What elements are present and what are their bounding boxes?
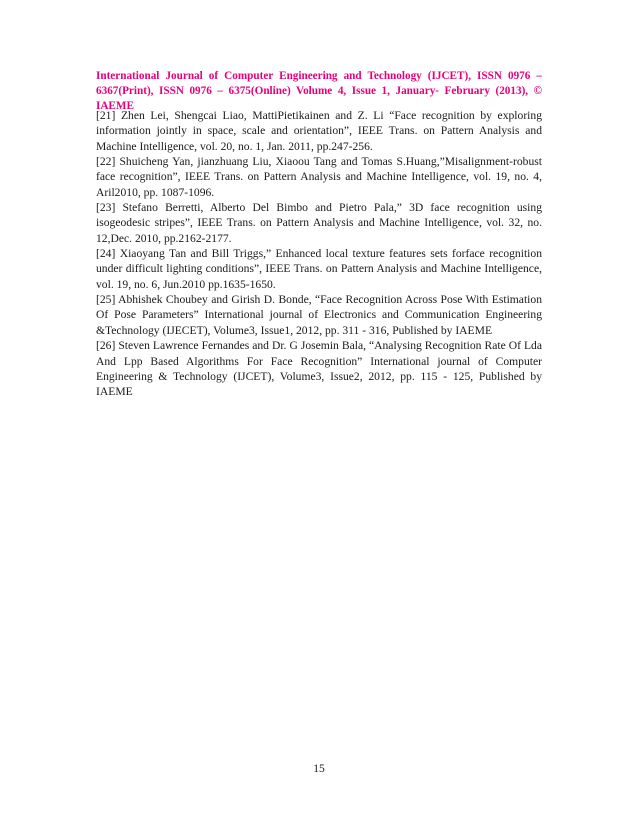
references-list bbox=[96, 108, 542, 400]
reference-23: [23] Stefano Berretti, Alberto Del Bimbo and Pietro Pala,” 3D face recognition using isogeodesic stripes”, IEEE Trans. on Pattern Analysis and Machine Intelligence, vol. 32, no. 12,Dec. 2010, pp.2162-2177. bbox=[96, 201, 542, 245]
reference-24: [24] Xiaoyang Tan and Bill Triggs,” Enhanced local texture features sets forface recognition under difficult lighting conditions”, IEEE Trans. on Pattern Analysis and Machine Intelligence, vol. 19, no. 6, Jun.2010 pp.1635-1650. bbox=[96, 247, 542, 291]
journal-header-line-1: International Journal of Computer Engineering and Technology (IJCET), ISSN 0976 – bbox=[96, 70, 542, 82]
reference-22: [22] Shuicheng Yan, jianzhuang Liu, Xiaoou Tang and Tomas S.Huang,”Misalignment-robust face recognition”, IEEE Trans. on Pattern Analysis and Machine Intelligence, vol. 19, no. 4, Aril2010, pp. 1087-1096. bbox=[96, 155, 542, 199]
reference-25: [25] Abhishek Choubey and Girish D. Bonde, “Face Recognition Across Pose With Estimation Of Pose Parameters” International journal of Electronics and Communication Engineering &Technology (IJECET), Volume3, Issue1, 2012, pp. 311 - 316, Published by IAEME bbox=[96, 293, 542, 337]
page-number: 15 bbox=[313, 762, 325, 775]
journal-header-line-2: 6367(Print), ISSN 0976 – 6375(Online) Volume 4, Issue 1, January- February (2013), © IAEME bbox=[96, 85, 542, 112]
reference-26: [26] Steven Lawrence Fernandes and Dr. G Josemin Bala, “Analysing Recognition Rate Of Lda And Lpp Based Algorithms For Face Recognition” International journal of Computer Engineering & Technology (IJCET), Volume3, Issue2, 2012, pp. 115 - 125, Published by IAEME bbox=[96, 339, 542, 399]
reference-21: [21] Zhen Lei, Shengcai Liao, MattiPietikainen and Z. Li “Face recognition by exploring information jointly in space, scale and orientation”, IEEE Trans. on Pattern Analysis and Machine Intelligence, vol. 20, no. 1, Jan. 2011, pp.247-256. bbox=[96, 109, 542, 153]
